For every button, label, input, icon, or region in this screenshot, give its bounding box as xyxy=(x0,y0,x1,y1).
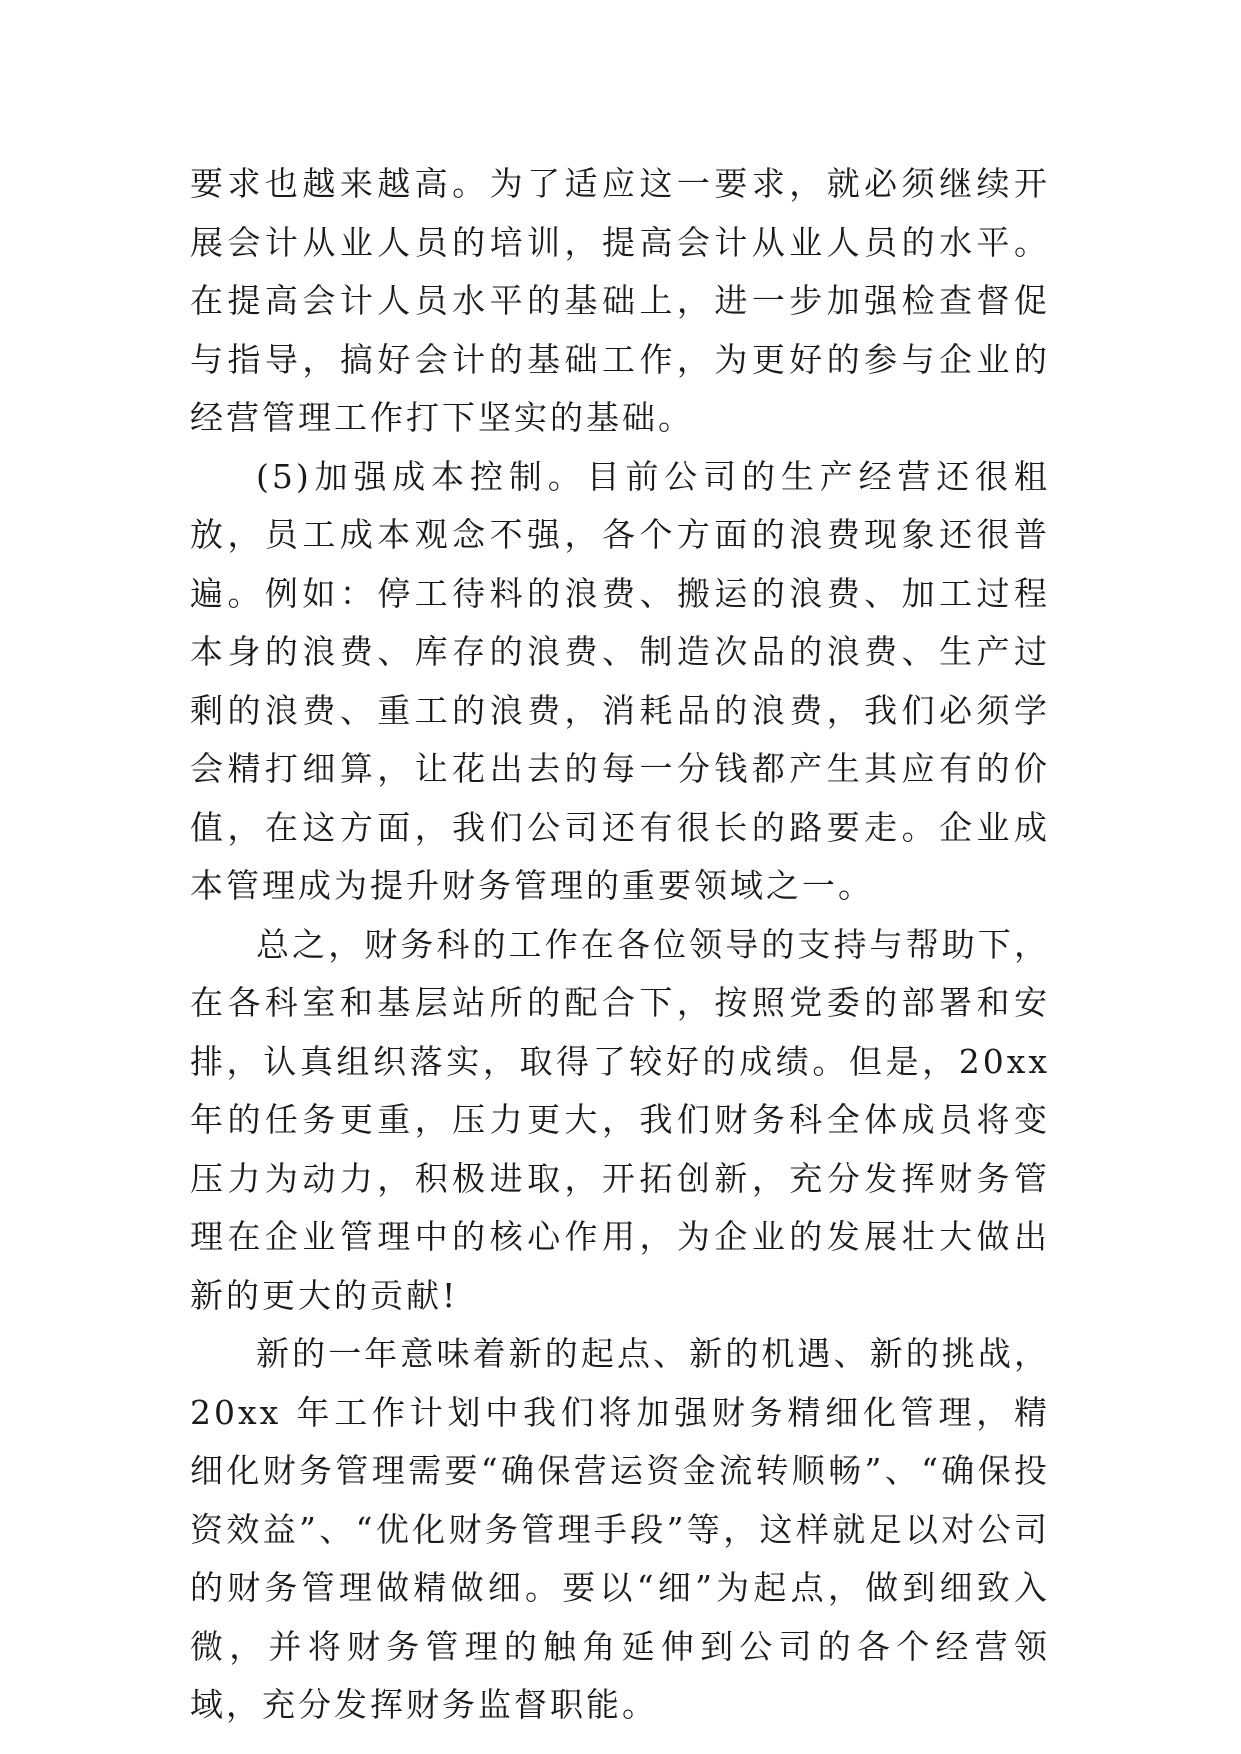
paragraph-cost-control: (5)加强成本控制。目前公司的生产经营还很粗放，员工成本观念不强，各个方面的浪费现象还很普遍。例如：停工待料的浪费、搬运的浪费、加工过程本身的浪费、库存的浪费、制造次品的浪费、生产过剩的浪费、重工的浪费，消耗品的浪费，我们必须学会精打细算，让花出去的每一分钱都产生其应有的价值，在这方面，我们公司还有很长的路要走。企业成本管理成为提升财务管理的重要领域之一。 xyxy=(190,456,1050,905)
paragraph-continued-training: 要求也越来越高。为了适应这一要求，就必须继续开展会计从业人员的培训，提高会计从业人员的水平。在提高会计人员水平的基础上，进一步加强检查督促与指导，搞好会计的基础工作，为更好的参与企业的经营管理工作打下坚实的基础。 xyxy=(190,164,1050,437)
paragraph-summary: 总之，财务科的工作在各位领导的支持与帮助下，在各科室和基层站所的配合下，按照党委的部署和安排，认真组织落实，取得了较好的成绩。但是，20xx 年的任务更重，压力更大，我们财务科全体成员将变压力为动力，积极进取，开拓创新，充分发挥财务管理在企业管理中的核心作用，为企业的发展壮大做出新的更大的贡献! xyxy=(190,924,1050,1315)
paragraph-new-year-plan: 新的一年意味着新的起点、新的机遇、新的挑战，20xx 年工作计划中我们将加强财务精细化管理，精细化财务管理需要“确保营运资金流转顺畅”、“确保投资效益”、“优化财务管理手段”等，这样就足以对公司的财务管理做精做细。要以“细”为起点，做到细致入微，并将财务管理的触角延伸到公司的各个经营领域，充分发挥财务监督职能。 xyxy=(190,1334,1050,1724)
document-body xyxy=(190,155,1050,1735)
